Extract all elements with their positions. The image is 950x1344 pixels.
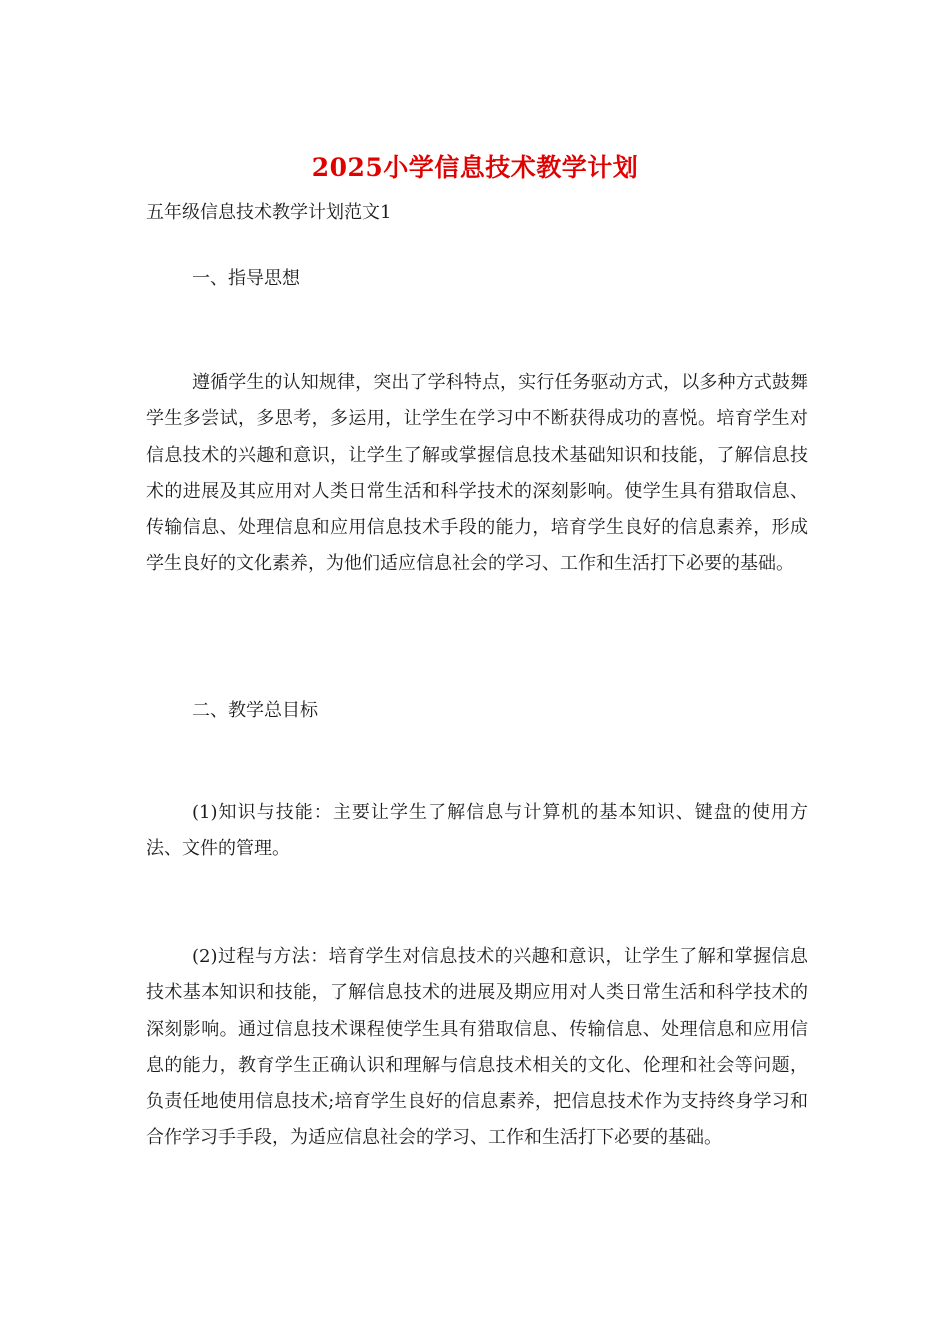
document-subtitle: 五年级信息技术教学计划范文1 [146,202,392,223]
section-heading-teaching-goals: 二、教学总目标 [192,700,318,721]
paragraph-knowledge-skills: (1)知识与技能：主要让学生了解信息与计算机的基本知识、键盘的使用方法、文件的管理。 [146,802,808,860]
paragraph-process-methods: (2)过程与方法：培育学生对信息技术的兴趣和意识，让学生了解和掌握信息技术基本知识和技能，了解信息技术的进展及期应用对人类日常生活和科学技术的深刻影响。通过信息技术课程使学生具有猎取信息、传输信息、处理信息和应用信息的能力，教育学生正确认识和理解与信息技术相关的文化、伦理和社会等问题，负责任地使用信息技术;培育学生良好的信息素养，把信息技术作为支持终身学习和合作学习手手段，为适应信息社会的学习、工作和生活打下必要的基础。 [146,946,808,1149]
section-heading-guiding-ideology: 一、指导思想 [192,268,300,289]
paragraph-guiding-ideology: 遵循学生的认知规律，突出了学科特点，实行任务驱动方式，以多种方式鼓舞学生多尝试，多思考，多运用，让学生在学习中不断获得成功的喜悦。培育学生对信息技术的兴趣和意识，让学生了解或掌握信息技术基础知识和技能，了解信息技术的进展及其应用对人类日常生活和科学技术的深刻影响。使学生具有猎取信息、传输信息、处理信息和应用信息技术手段的能力，培育学生良好的信息素养，形成学生良好的文化素养，为他们适应信息社会的学习、工作和生活打下必要的基础。 [146,372,808,575]
document-title: 2025小学信息技术教学计划 [311,153,639,182]
